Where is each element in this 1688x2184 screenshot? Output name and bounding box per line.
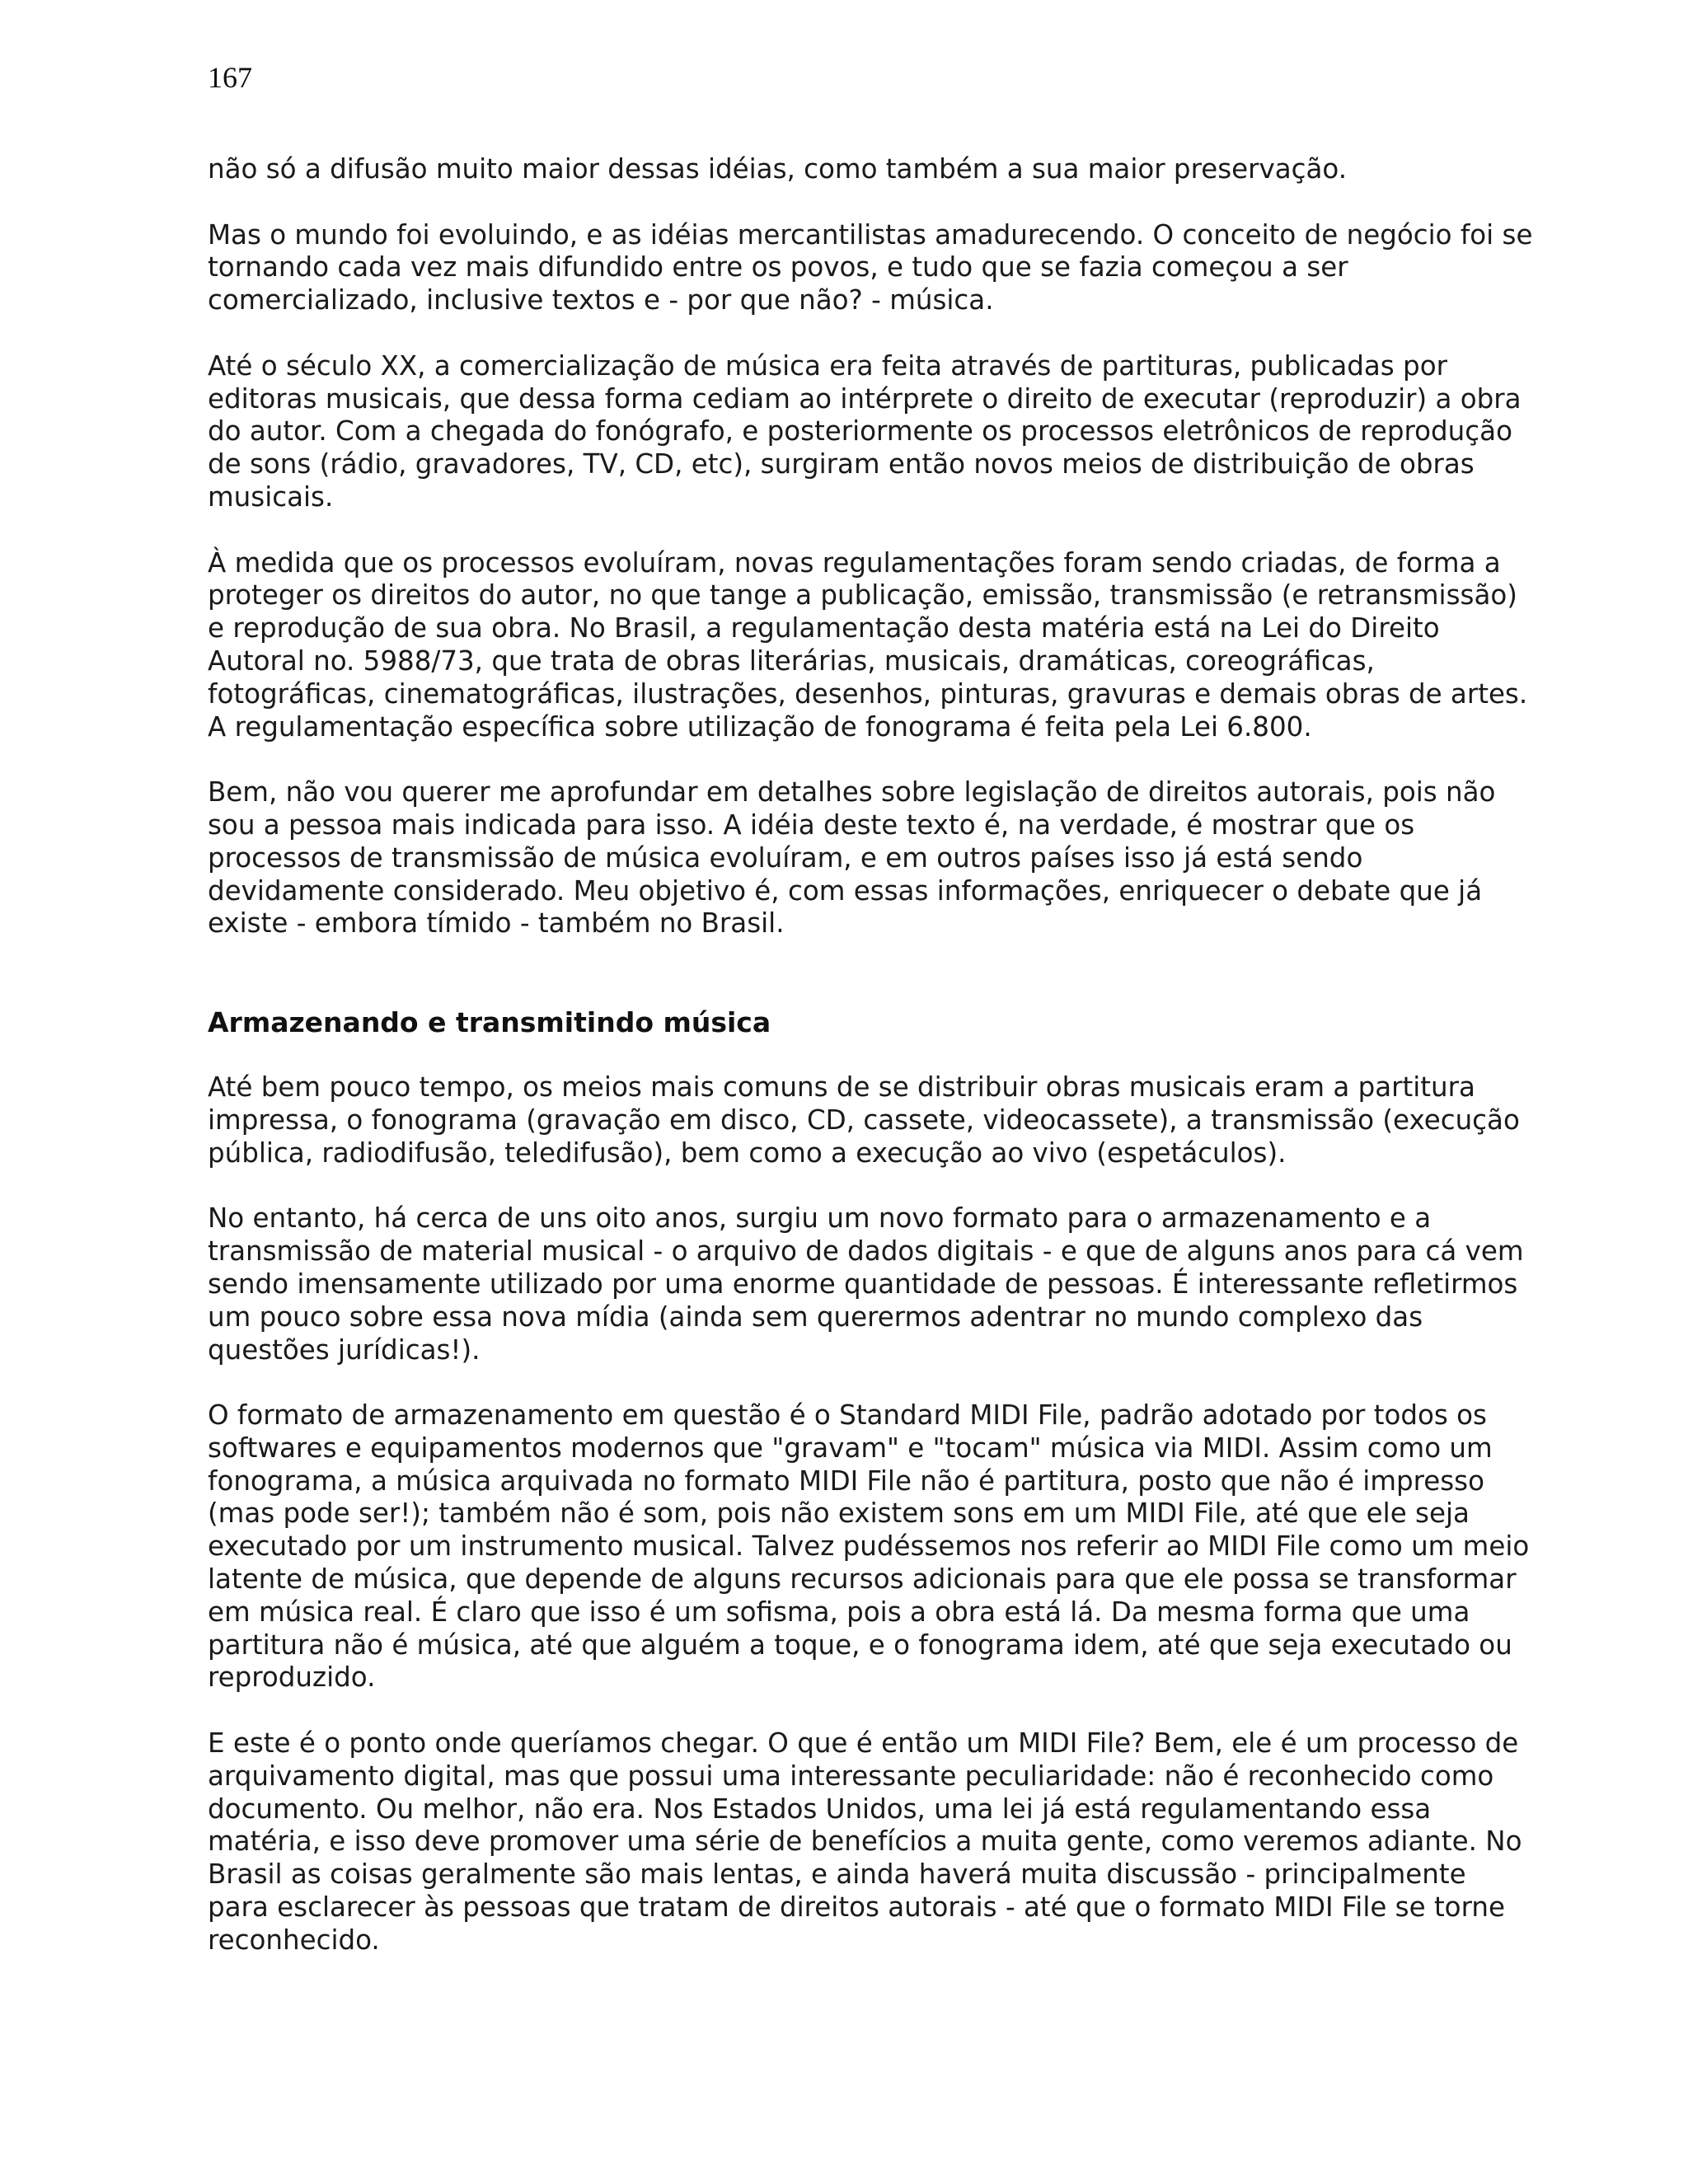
paragraph: Até o século XX, a comercialização de música era feita através de partituras, publicadas por editoras musicais, que dessa forma cediam ao intérprete o direito de executar (reproduzir) a obra do autor. Com a chegada do fonógrafo, e posteriormente os processos eletrônicos de reprodução de sons (rádio, gravadores, TV, CD, etc), surgiram então novos meios de distribuição de obras musicais.	[208, 349, 1522, 513]
paragraph: Até bem pouco tempo, os meios mais comuns de se distribuir obras musicais eram a partitura impressa, o fonograma (gravação em disco, CD, cassete, videocassete), a transmissão (execução pública, radiodifusão, teledifusão), bem como a execução ao vivo (espetáculos).	[208, 1071, 1520, 1169]
page-number: 167	[208, 61, 252, 94]
paragraph: O formato de armazenamento em questão é o Standard MIDI File, padrão adotado por todos os softwares e equipamentos modernos que "gravam" e "tocam" música via MIDI. Assim como um fonograma, a música arquivada no formato MIDI File não é partitura, posto que não é impresso (mas pode ser!); também não é som, pois não existem sons em um MIDI File, até que ele seja executado por um instrumento musical. Talvez pudéssemos nos referir ao MIDI File como um meio latente de música, que depende de alguns recursos adicionais para que ele possa se transformar em música real. É claro que isso é um sofisma, pois a obra está lá. Da mesma forma que uma partitura não é música, até que alguém a toque, e o fonograma idem, até que seja executado ou reproduzido.	[208, 1399, 1530, 1694]
paragraph: Mas o mundo foi evoluindo, e as idéias mercantilistas amadurecendo. O conceito de negócio foi se tornando cada vez mais difundido entre os povos, e tudo que se fazia começou a ser comercializado, inclusive textos e - por que não? - música.	[208, 218, 1533, 316]
document-body	[208, 153, 1535, 1990]
paragraph: não só a difusão muito maior dessas idéias, como também a sua maior preservação.	[208, 153, 1348, 185]
section-heading: Armazenando e transmitindo música	[208, 1006, 771, 1039]
paragraph: E este é o ponto onde queríamos chegar. O que é então um MIDI File? Bem, ele é um processo de arquivamento digital, mas que possui uma interessante peculiaridade: não é reconhecido como documento. Ou melhor, não era. Nos Estados Unidos, uma lei já está regulamentando essa matéria, e isso deve promover uma série de benefícios a muita gente, como veremos adiante. No Brasil as coisas geralmente são mais lentas, e ainda haverá muita discussão - principalmente para esclarecer às pessoas que tratam de direitos autorais - até que o formato MIDI File se torne reconhecido.	[208, 1727, 1522, 1956]
paragraph: No entanto, há cerca de uns oito anos, surgiu um novo formato para o armazenamento e a transmissão de material musical - o arquivo de dados digitais - e que de alguns anos para cá vem sendo imensamente utilizado por uma enorme quantidade de pessoas. É interessante refletirmos um pouco sobre essa nova mídia (ainda sem querermos adentrar no mundo complexo das questões jurídicas!).	[208, 1202, 1524, 1366]
paragraph: Bem, não vou querer me aprofundar em detalhes sobre legislação de direitos autorais, pois não sou a pessoa mais indicada para isso. A idéia deste texto é, na verdade, é mostrar que os processos de transmissão de música evoluíram, e em outros países isso já está sendo devidamente considerado. Meu objetivo é, com essas informações, enriquecer o debate que já existe - embora tímido - também no Brasil.	[208, 776, 1496, 940]
paragraph: À medida que os processos evoluíram, novas regulamentações foram sendo criadas, de forma a proteger os direitos do autor, no que tange a publicação, emissão, transmissão (e retransmissão) e reprodução de sua obra. No Brasil, a regulamentação desta matéria está na Lei do Direito Autoral no. 5988/73, que trata de obras literárias, musicais, dramáticas, coreográficas, fotográficas, cinematográficas, ilustrações, desenhos, pinturas, gravuras e demais obras de artes. A regulamentação específica sobre utilização de fonograma é feita pela Lei 6.800.	[208, 546, 1528, 743]
